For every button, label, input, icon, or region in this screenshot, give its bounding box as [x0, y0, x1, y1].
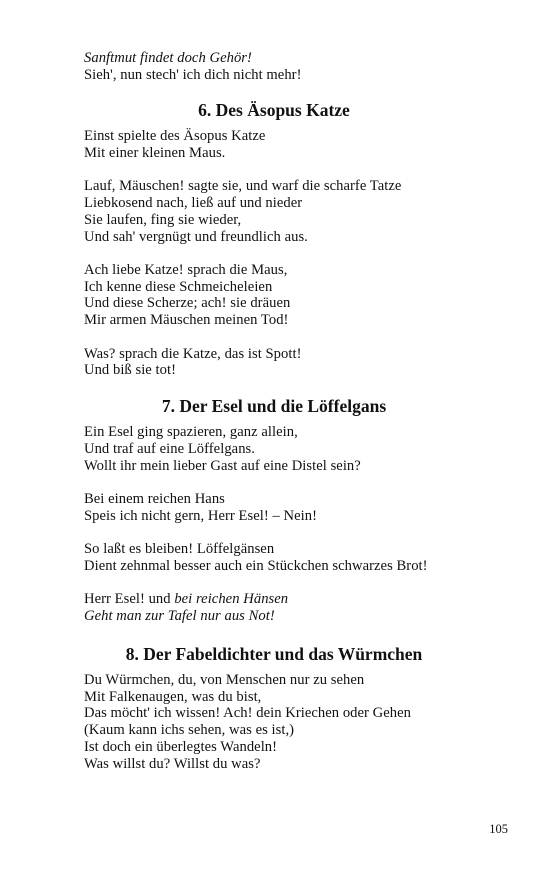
verse-line: (Kaum kann ichs sehen, was es ist,) — [84, 722, 295, 739]
poem-7-stanza-3 — [84, 541, 504, 575]
verse-line: Lauf, Mäuschen! sagte sie, und warf die scharfe Tatze — [84, 178, 402, 195]
verse-line: Ein Esel ging spazieren, ganz allein, — [84, 424, 298, 441]
poem-8-title: 8. Der Fabeldichter und das Würmchen — [125, 643, 423, 664]
intro-stanza — [84, 50, 504, 84]
verse-line: Ich kenne diese Schmeicheleien — [84, 278, 273, 295]
poem-7-stanza-2 — [84, 491, 504, 525]
verse-line: Geht man zur Tafel nur aus Not! — [84, 608, 275, 625]
verse-line: Einst spielte des Äsopus Katze — [84, 128, 266, 145]
verse-line: Ist doch ein überlegtes Wandeln! — [84, 739, 278, 756]
poem-7-body — [84, 424, 504, 625]
verse-line: Ach liebe Katze! sprach die Maus, — [84, 261, 288, 278]
poem-7-stanza-4 — [84, 591, 504, 625]
verse-line — [84, 591, 504, 608]
poem-6-stanza-3 — [84, 262, 504, 329]
verse-line: Sie laufen, fing sie wieder, — [84, 211, 242, 228]
poem-7-title: 7. Der Esel und die Löffelgans — [161, 396, 387, 417]
verse-line: Mir armen Mäuschen meinen Tod! — [84, 312, 289, 329]
poem-6-stanza-4 — [84, 346, 504, 380]
poem-6-title: 6. Des Äsopus Katze — [198, 100, 350, 121]
page-number: 105 — [489, 822, 508, 836]
page-content — [84, 50, 504, 773]
verse-line: Bei einem reichen Hans — [84, 491, 225, 508]
poem-8-body — [84, 672, 504, 773]
intro-line-2: Sieh', nun stech' ich dich nicht mehr! — [84, 66, 302, 83]
verse-line: Liebkosend nach, ließ auf und nieder — [84, 194, 303, 211]
verse-line: Mit einer kleinen Maus. — [84, 144, 226, 161]
verse-text: Herr Esel! und — [84, 591, 175, 608]
verse-line: Dient zehnmal besser auch ein Stückchen schwarzes Brot! — [84, 557, 428, 574]
verse-line: Du Würmchen, du, von Menschen nur zu sehen — [84, 671, 365, 688]
poem-6-body — [84, 128, 504, 379]
verse-italic-text: bei reichen Hänsen — [174, 591, 289, 608]
verse-line: Und biß sie tot! — [84, 362, 177, 379]
verse-line: Was? sprach die Katze, das ist Spott! — [84, 345, 302, 362]
poem-8-stanza-1 — [84, 672, 504, 773]
verse-line: Und traf auf eine Löffelgans. — [84, 440, 255, 457]
poem-7-stanza-1 — [84, 424, 504, 474]
poem-6-stanza-1 — [84, 128, 504, 162]
verse-line: Mit Falkenaugen, was du bist, — [84, 688, 262, 705]
verse-line: Und diese Scherze; ach! sie dräuen — [84, 295, 291, 312]
poem-6-stanza-2 — [84, 178, 504, 245]
verse-line: Das möcht' ich wissen! Ach! dein Kriechen oder Gehen — [84, 705, 411, 722]
verse-line: Wollt ihr mein lieber Gast auf eine Distel sein? — [84, 457, 361, 474]
verse-line: Was willst du? Willst du was? — [84, 755, 261, 772]
verse-line: Und sah' vergnügt und freundlich aus. — [84, 228, 308, 245]
intro-line-1: Sanftmut findet doch Gehör! — [84, 50, 252, 66]
verse-line: So laßt es bleiben! Löffelgänsen — [84, 541, 275, 558]
verse-line: Speis ich nicht gern, Herr Esel! – Nein! — [84, 507, 317, 524]
